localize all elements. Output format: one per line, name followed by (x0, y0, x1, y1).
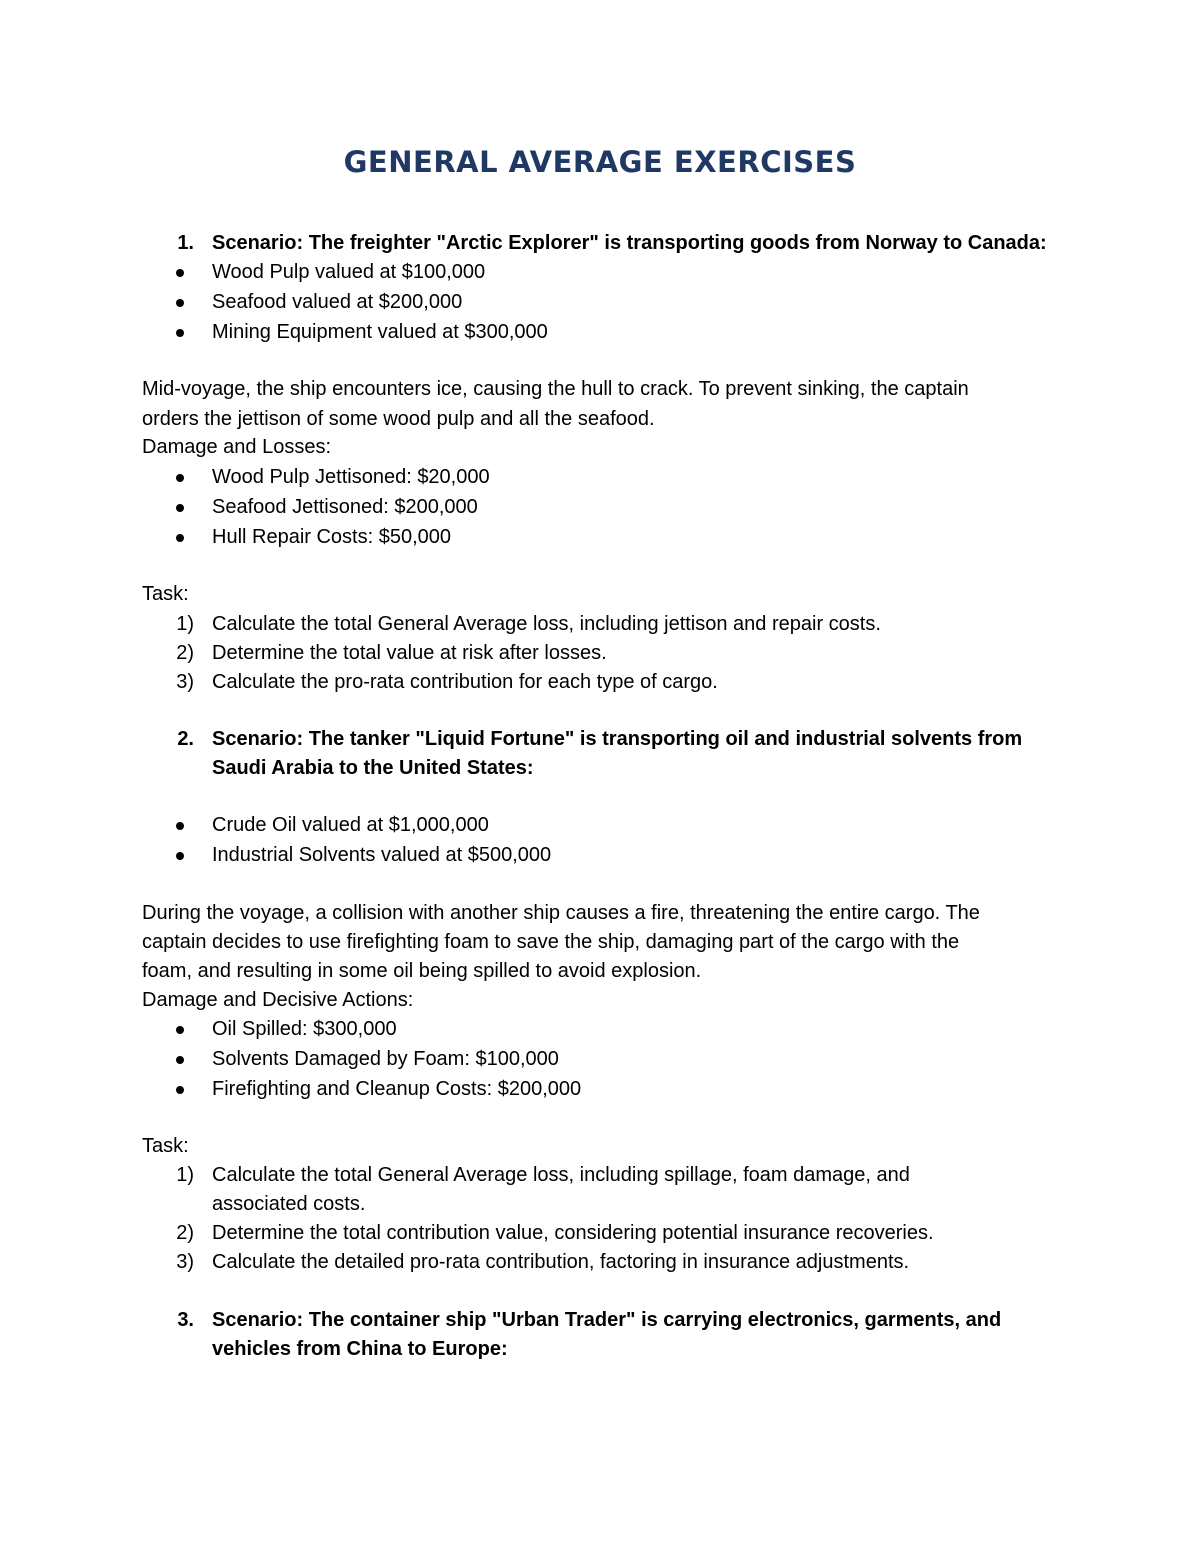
bullet-icon (176, 852, 184, 860)
bullet-icon (176, 269, 184, 277)
scenario-3-heading-text: vehicles from China to Europe: (212, 1338, 508, 1360)
scenario-3-number: 3. (177, 1309, 194, 1331)
losses-label-text: Damage and Decisive Actions: (142, 989, 414, 1011)
narrative-text: foam, and resulting in some oil being spilled to avoid explosion. (142, 960, 702, 982)
bullet-icon (176, 1026, 184, 1034)
loss-item: Wood Pulp Jettisoned: $20,000 (212, 466, 490, 488)
narrative-text: During the voyage, a collision with another ship causes a fire, threatening the entire cargo. The (142, 902, 980, 924)
loss-item: Seafood Jettisoned: $200,000 (212, 496, 478, 518)
task-text: Determine the total value at risk after losses. (212, 642, 607, 664)
cargo-item: Crude Oil valued at $1,000,000 (212, 814, 489, 836)
scenario-2-heading-text: Saudi Arabia to the United States: (212, 757, 534, 779)
loss-item: Oil Spilled: $300,000 (212, 1018, 397, 1040)
task-text: Calculate the detailed pro-rata contribution, factoring in insurance adjustments. (212, 1251, 910, 1273)
task-number: 3) (176, 1251, 194, 1273)
bullet-icon (176, 329, 184, 337)
loss-item: Firefighting and Cleanup Costs: $200,000 (212, 1078, 582, 1100)
scenario-1-number: 1. (177, 232, 194, 254)
scenario-2-number: 2. (177, 728, 194, 750)
task-text: Determine the total contribution value, considering potential insurance recoveries. (212, 1222, 934, 1244)
bullet-icon (176, 474, 184, 482)
losses-label-text: Damage and Losses: (142, 436, 332, 458)
bullet-icon (176, 534, 184, 542)
narrative-text: Mid-voyage, the ship encounters ice, causing the hull to crack. To prevent sinking, the captain (142, 378, 969, 400)
task-text: associated costs. (212, 1193, 366, 1215)
task-text: Calculate the pro-rata contribution for each type of cargo. (212, 671, 718, 693)
bullet-icon (176, 1086, 184, 1094)
task-number: 2) (176, 642, 194, 664)
loss-item: Solvents Damaged by Foam: $100,000 (212, 1048, 559, 1070)
task-text: Calculate the total General Average loss, including jettison and repair costs. (212, 613, 881, 635)
scenario-1-heading-text: Scenario: The freighter "Arctic Explorer" is transporting goods from Norway to Canada: (212, 232, 1047, 254)
page-title: GENERAL AVERAGE EXERCISES (343, 145, 857, 179)
task-label-text: Task: (142, 583, 189, 605)
narrative-text: orders the jettison of some wood pulp and all the seafood. (142, 408, 655, 430)
narrative-text: captain decides to use firefighting foam to save the ship, damaging part of the cargo with the (142, 931, 960, 953)
scenario-2-heading-text: Scenario: The tanker "Liquid Fortune" is transporting oil and industrial solvents from (212, 728, 1023, 750)
loss-item: Hull Repair Costs: $50,000 (212, 526, 452, 548)
task-number: 1) (176, 1164, 194, 1186)
bullet-icon (176, 822, 184, 830)
cargo-item: Wood Pulp valued at $100,000 (212, 261, 486, 283)
cargo-item: Mining Equipment valued at $300,000 (212, 321, 548, 343)
cargo-item: Industrial Solvents valued at $500,000 (212, 844, 552, 866)
task-number: 2) (176, 1222, 194, 1244)
task-label-text: Task: (142, 1135, 189, 1157)
bullet-icon (176, 504, 184, 512)
task-text: Calculate the total General Average loss, including spillage, foam damage, and (212, 1164, 910, 1186)
cargo-item: Seafood valued at $200,000 (212, 291, 463, 313)
task-number: 3) (176, 671, 194, 693)
bullet-icon (176, 1056, 184, 1064)
task-number: 1) (176, 613, 194, 635)
scenario-3-heading-text: Scenario: The container ship "Urban Trader" is carrying electronics, garments, and (212, 1309, 1002, 1331)
bullet-icon (176, 299, 184, 307)
